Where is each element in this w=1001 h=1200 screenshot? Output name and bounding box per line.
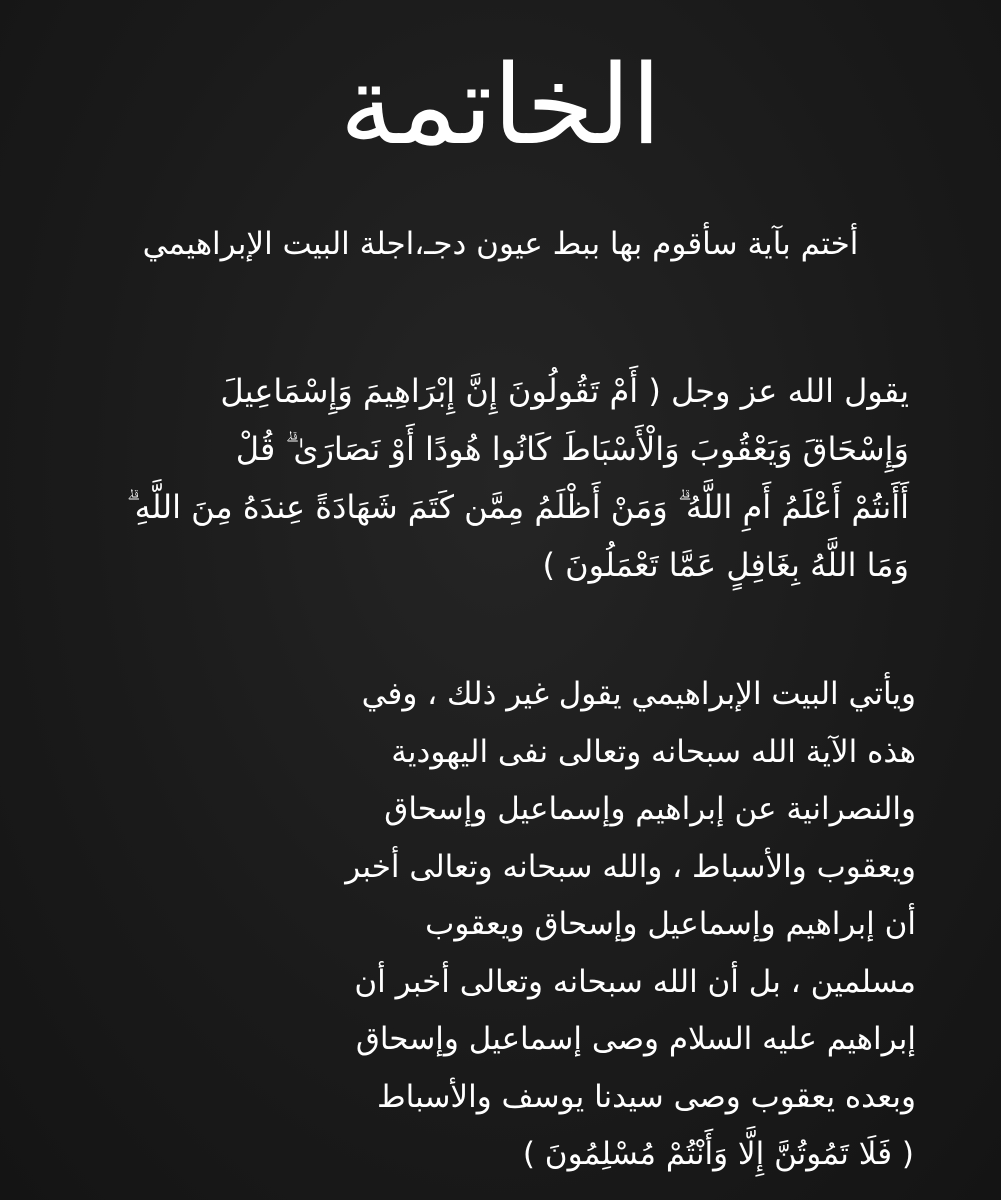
quran-verse xyxy=(49,362,909,594)
body-line: ويأتي البيت الإبراهيمي يقول غير ذلك ، وفي xyxy=(361,676,916,712)
verse-line: أَأَنتُمْ أَعْلَمُ أَمِ اللَّهُ ۗ وَمَنْ أَظْلَمُ مِمَّن كَتَمَ شَهَادَةً عِندَهُ مِنَ اللَّهِ ۗ xyxy=(126,488,909,526)
verse-line: وَمَا اللَّهُ بِغَافِلٍ عَمَّا تَعْمَلُونَ ) xyxy=(542,546,909,584)
body-line: أن إبراهيم وإسماعيل وإسحاق ويعقوب xyxy=(425,906,916,942)
subtitle: أختم بآية سأقوم بها ببط عيون دجـ،اجلة البيت الإبراهيمي xyxy=(142,226,859,262)
verse-line: يقول الله عز وجل ( أَمْ تَقُولُونَ إِنَّ إِبْرَاهِيمَ وَإِسْمَاعِيلَ xyxy=(220,372,909,410)
body-line: إبراهيم عليه السلام وصى إسماعيل وإسحاق xyxy=(355,1021,916,1057)
body-line: وبعده يعقوب وصى سيدنا يوسف والأسباط xyxy=(376,1078,916,1115)
verse-line: وَإِسْحَاقَ وَيَعْقُوبَ وَالْأَسْبَاطَ كَانُوا هُودًا أَوْ نَصَارَىٰ ۗ قُلْ xyxy=(235,430,909,468)
body-line: مسلمين ، بل أن الله سبحانه وتعالى أخبر أن xyxy=(354,963,916,1000)
closing-verse-line: ( فَلَا تَمُوتُنَّ إِلَّا وَأَنْتُمْ مُسْلِمُونَ ) xyxy=(522,1136,914,1172)
body-line: والنصرانية عن إبراهيم وإسماعيل وإسحاق xyxy=(384,791,916,827)
body-line: هذه الآية الله سبحانه وتعالى نفى اليهودية xyxy=(391,733,916,770)
body-paragraph xyxy=(156,666,916,1184)
body-line: ويعقوب والأسباط ، والله سبحانه وتعالى أخبر xyxy=(345,848,916,885)
page-title: الخاتمة xyxy=(339,41,662,169)
